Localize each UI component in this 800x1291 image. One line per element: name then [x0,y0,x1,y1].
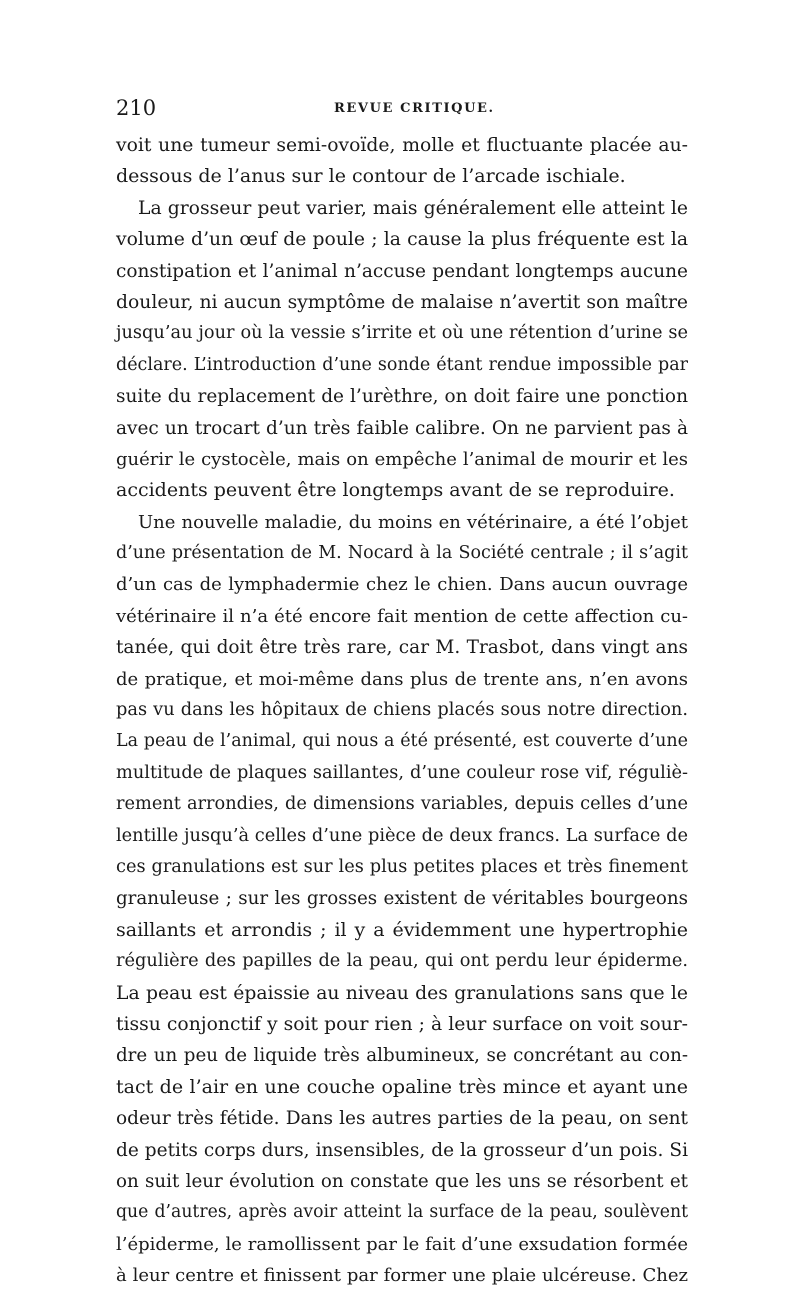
running-head: REVUE CRITIQUE. [334,101,495,116]
text-line: tact de l’air en une couche opaline très mince et ayant une [116,1075,688,1098]
text-line: dessous de l’anus sur le contour de l’arcade ischiale. [116,165,626,188]
text-line: dre un peu de liquide très albumineux, se concrétant au con- [116,1045,688,1067]
text-line: saillants et arrondis ; il y a évidemment une hypertrophie [116,918,688,941]
text-line: odeur très fétide. Dans les autres parties de la peau, on sent [116,1108,688,1130]
text-line: l’épiderme, le ramollissent par le fait d’une exsudation formée [116,1233,688,1255]
text-line: pas vu dans les hôpitaux de chiens placés sous notre direction. [116,700,688,721]
text-line: guérir le cystocèle, mais on empêche l’animal de mourir et les [116,448,688,470]
text-line: tissu conjonctif y soit pour rien ; à leur surface on voit sour- [116,1013,688,1035]
text-line: La peau de l’animal, qui nous a été présenté, est couverte d’une [116,731,688,752]
text-line: tanée, qui doit être très rare, car M. Trasbot, dans vingt ans [116,637,688,659]
text-line: La peau est épaissie au niveau des granulations sans que le [116,982,688,1004]
text-line: Une nouvelle maladie, du moins en vétérinaire, a été l’objet [138,511,688,533]
text-line: constipation et l’animal n’accuse pendant longtemps aucune [116,260,688,282]
text-line: rement arrondies, de dimensions variables, depuis celles d’une [116,794,688,815]
text-line: multitude de plaques saillantes, d’une couleur rose vif, réguliè- [116,762,688,783]
text-line: avec un trocart d’un très faible calibre. On ne parvient pas à [116,417,688,439]
page-header [116,96,686,120]
text-line: on suit leur évolution on constate que les uns se résorbent et [116,1170,688,1192]
text-line: vétérinaire il n’a été encore fait mention de cette affection cu- [116,605,688,627]
text-line: La grosseur peut varier, mais généralement elle atteint le [138,197,688,219]
text-line: voit une tumeur semi-ovoïde, molle et fluctuante placée au- [116,135,688,156]
text-line: que d’autres, après avoir atteint la surface de la peau, soulèvent [116,1202,688,1223]
text-line: d’une présentation de M. Nocard à la Société centrale ; il s’agit [116,543,688,564]
text-line: régulière des papilles de la peau, qui ont perdu leur épiderme. [116,951,688,972]
text-line: douleur, ni aucun symptôme de malaise n’avertit son maître [116,291,688,313]
text-line: ces granulations est sur les plus petites places et très finement [116,856,688,877]
text-line: d’un cas de lymphadermie chez le chien. Dans aucun ouvrage [116,574,688,596]
text-line: de pratique, et moi-même dans plus de trente ans, n’en avons [116,668,688,690]
text-line: suite du replacement de l’urèthre, on doit faire une ponction [116,386,688,408]
text-line: jusqu’au jour où la vessie s’irrite et où une rétention d’urine se [116,323,688,344]
text-line: accidents peuvent être longtemps avant de se reproduire. [116,479,675,502]
text-line: granuleuse ; sur les grosses existent de véritables bourgeons [116,888,688,910]
page-number: 210 [116,96,157,120]
text-line: lentille jusqu’à celles d’une pièce de deux francs. La surface de [116,825,688,846]
text-line: à leur centre et finissent par former une plaie ulcéreuse. Chez [116,1265,688,1287]
body-text [116,130,688,1291]
text-line: de petits corps durs, insensibles, de la grosseur d’un pois. Si [116,1139,688,1161]
text-line: volume d’un œuf de poule ; la cause la plus fréquente est la [116,229,688,251]
text-line: déclare. L’introduction d’une sonde étant rendue impossible par [116,354,688,375]
